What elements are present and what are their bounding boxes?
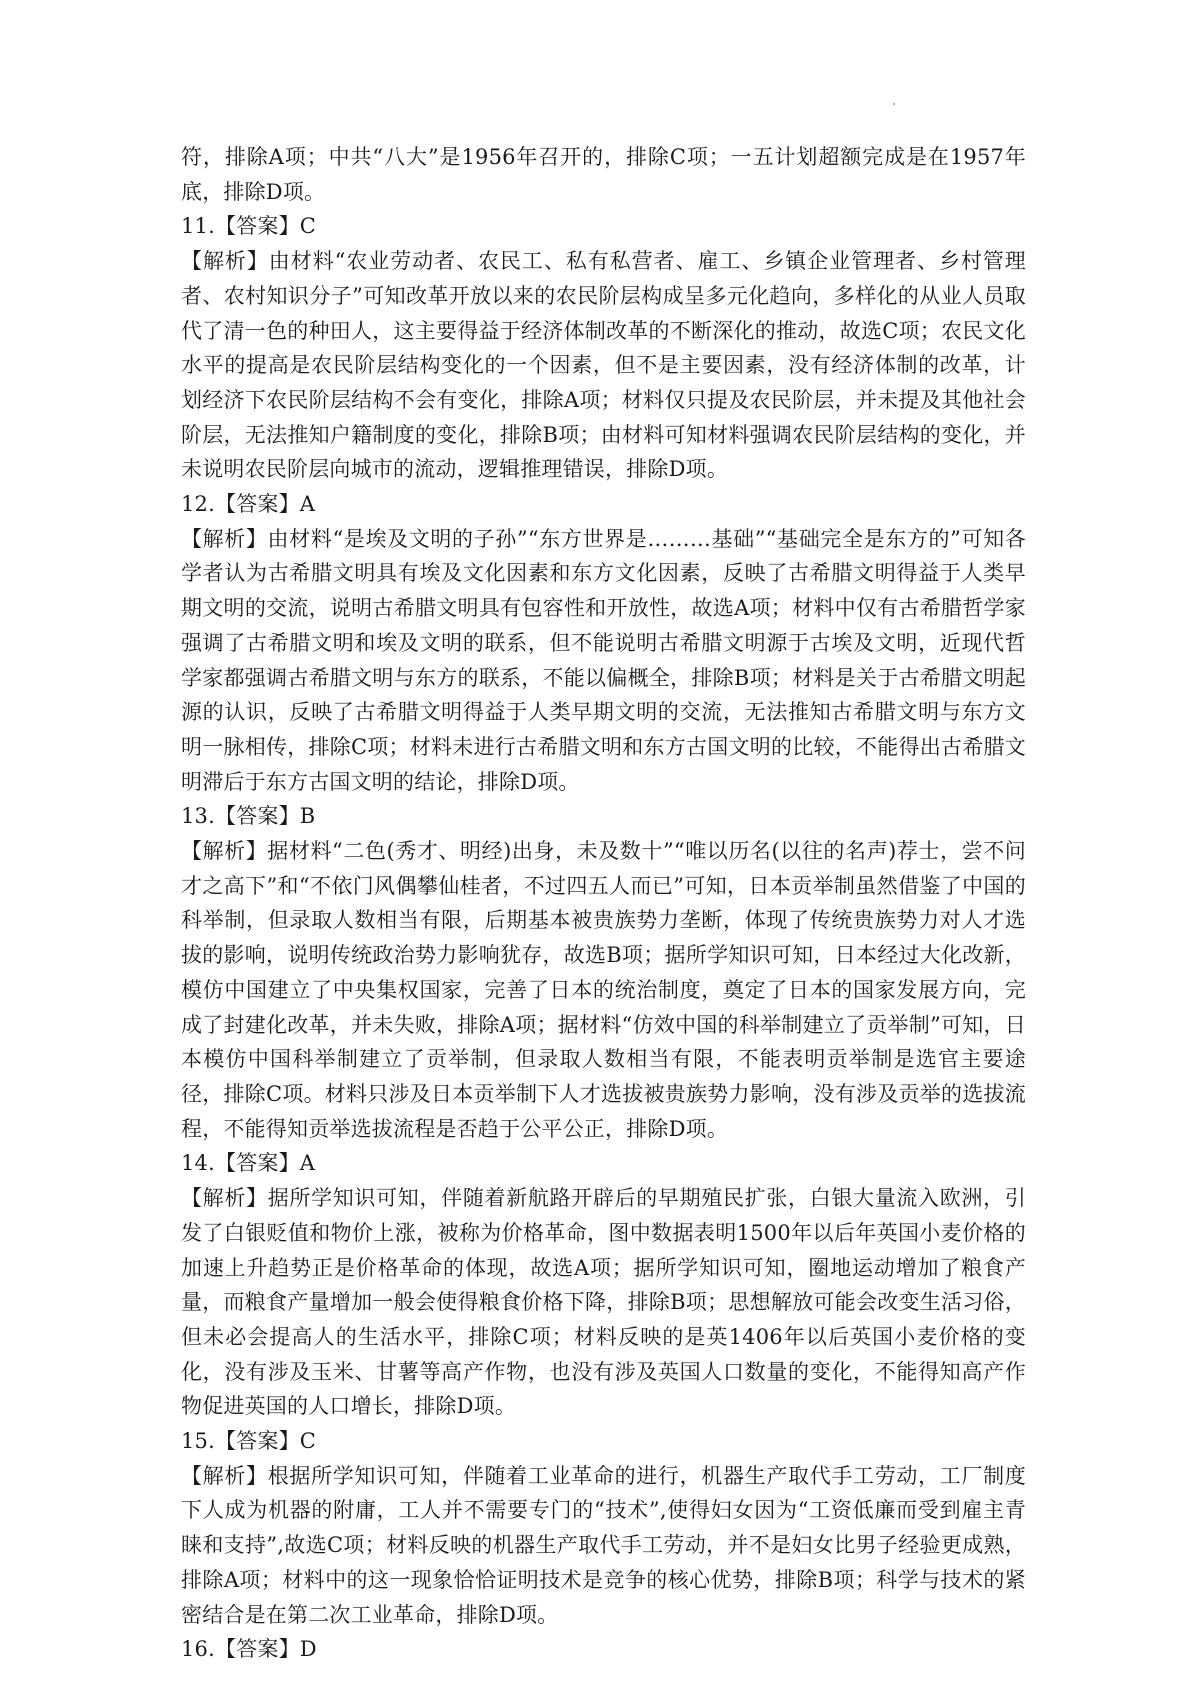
scan-speck — [893, 103, 895, 105]
analysis-paragraph-12: 【解析】由材料“是埃及文明的子孙”“东方世界是………基础”“基础完全是东方的”可知各学者认为古希腊文明具有埃及文化因素和东方文化因素，反映了古希腊文明得益于人类早期文明的交流，说明古希腊文明具有包容性和开放性，故选A项；材料中仅有古希腊哲学家强调了古希腊文明和埃及文明的联系，但不能说明古希腊文明源于古埃及文明，近现代哲学家都强调古希腊文明与东方的联系，不能以偏概全，排除B项；材料是关于古希腊文明起源的认识，反映了古希腊文明得益于人类早期文明的交流，无法推知古希腊文明与东方文明一脉相传，排除C项；材料未进行古希腊文明和东方古国文明的比较，不能得出古希腊文明滞后于东方古国文明的结论，排除D项。 — [181, 526, 1026, 794]
analysis-paragraph-11: 【解析】由材料“农业劳动者、农民工、私有私营者、雇工、乡镇企业管理者、乡村管理者、农村知识分子”可知改革开放以来的农民阶层构成呈多元化趋向，多样化的从业人员取代了清一色的种田人，这主要得益于经济体制改革的不断深化的推动，故选C项；农民文化水平的提高是农民阶层结构变化的一个因素，但不是主要因素，没有经济体制的改革，计划经济下农民阶层结构不会有变化，排除A项；材料仅只提及农民阶层，并未提及其他社会阶层，无法推知户籍制度的变化，排除B项；由材料可知材料强调农民阶层结构的变化，并未说明农民阶层向城市的流动，逻辑推理错误，排除D项。 — [181, 249, 1026, 482]
analysis-paragraph-14: 【解析】据所学知识可知，伴随着新航路开辟后的早期殖民扩张，白银大量流入欧洲，引发了白银贬值和物价上涨，被称为价格革命，图中数据表明1500年以后年英国小麦价格的加速上升趋势正是价格革命的体现，故选A项；据所学知识可知，圈地运动增加了粮食产量，而粮食产量增加一般会使得粮食价格下降，排除B项；思想解放可能会改变生活习俗，但未必会提高人的生活水平，排除C项；材料反映的是英1406年以后英国小麦价格的变化，没有涉及玉米、甘薯等高产作物，也没有涉及英国人口数量的变化，不能得知高产作物促进英国的人口增长，排除D项。 — [181, 1186, 1026, 1419]
intro-paragraph: 符，排除A项；中共“八大”是1956年召开的，排除C项；一五计划超额完成是在1957年底，排除D项。 — [181, 145, 1026, 204]
answer-line-16: 16.【答案】D — [181, 1637, 317, 1662]
analysis-paragraph-15: 【解析】根据所学知识可知，伴随着工业革命的进行，机器生产取代手工劳动，工厂制度下人成为机器的附庸，工人并不需要专门的“技术”,使得妇女因为“工资低廉而受到雇主青睐和支持”,故选C项；材料反映的机器生产取代手工劳动，并不是妇女比男子经验更成熟，排除A项；材料中的这一现象恰恰证明技术是竞争的核心优势，排除B项；科学与技术的紧密结合是在第二次工业革命，排除D项。 — [181, 1463, 1026, 1627]
answer-line-12: 12.【答案】A — [181, 492, 316, 517]
answer-line-15: 15.【答案】C — [181, 1429, 317, 1454]
analysis-paragraph-13: 【解析】据材料“二色(秀才、明经)出身，未及数十”“唯以历名(以往的名声)荐士，尝不问才之高下”和“不依门风偶攀仙桂者，不过四五人而已”可知，日本贡举制虽然借鉴了中国的科举制，但录取人数相当有限，后期基本被贵族势力垄断，体现了传统贵族势力对人才选拔的影响，说明传统政治势力影响犹存，故选B项；据所学知识可知，日本经过大化改新，模仿中国建立了中央集权国家，完善了日本的统治制度，奠定了日本的国家发展方向，完成了封建化改革，并未失败，排除A项；据材料“仿效中国的科举制建立了贡举制”可知，日本模仿中国科举制建立了贡举制，但录取人数相当有限，不能表明贡举制是选官主要途径，排除C项。材料只涉及日本贡举制下人才选拔被贵族势力影响，没有涉及贡举的选拔流程，不能得知贡举选拔流程是否趋于公平公正，排除D项。 — [181, 839, 1026, 1141]
answer-line-11: 11.【答案】C — [181, 214, 317, 239]
document-body — [181, 140, 1026, 1667]
answer-line-13: 13.【答案】B — [181, 804, 316, 829]
answer-line-14: 14.【答案】A — [181, 1151, 316, 1176]
